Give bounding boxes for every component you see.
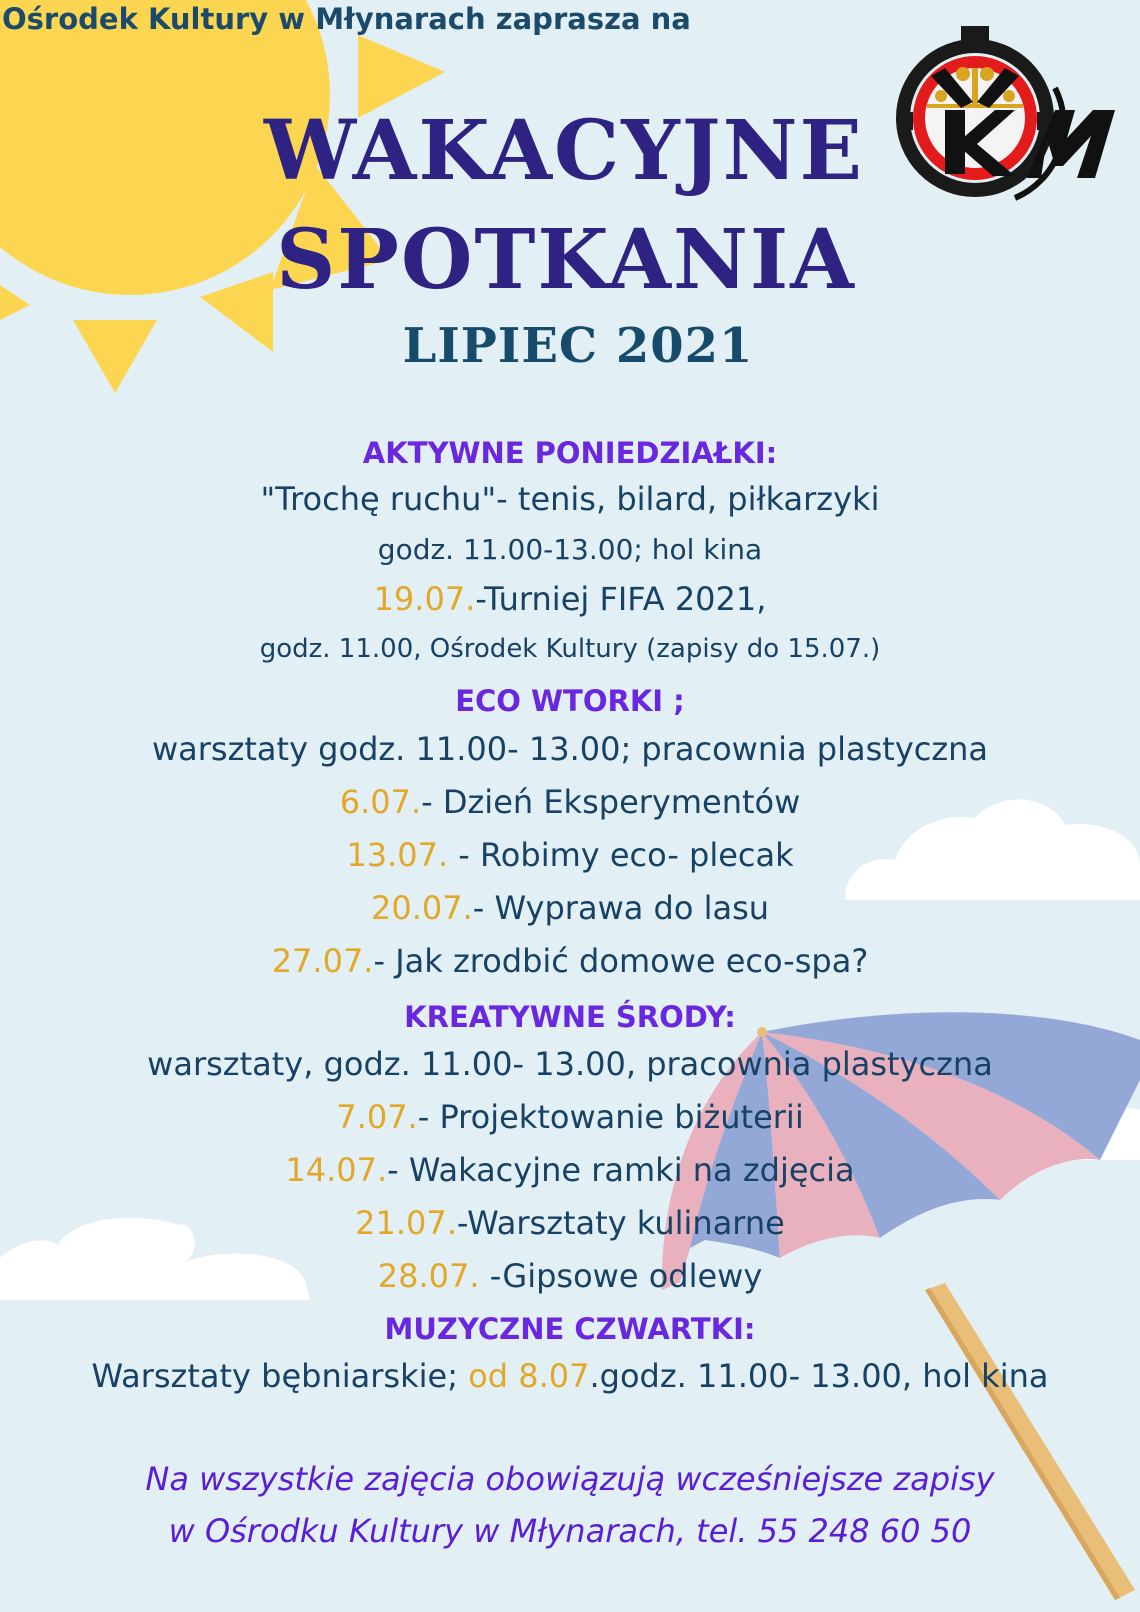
line-text: warsztaty, godz. 11.00- 13.00, pracownia plastyczna <box>147 1045 993 1083</box>
line-text: - Wyprawa do lasu <box>472 889 770 927</box>
schedule-line <box>0 889 1140 927</box>
line-text: -Warsztaty kulinarne <box>456 1204 785 1242</box>
line-text: - Dzień Eksperymentów <box>421 783 801 821</box>
event-date: 14.07. <box>285 1151 388 1189</box>
schedule-line <box>0 836 1140 874</box>
line-text: Warsztaty bębniarskie; <box>91 1357 469 1395</box>
line-text: "Trochę ruchu"- tenis, bilard, piłkarzyki <box>260 480 880 518</box>
schedule-line <box>0 1098 1140 1136</box>
footer-contact: w Ośrodku Kultury w Młynarach, tel. 55 248 60 50 <box>168 1512 972 1550</box>
schedule-line <box>0 1045 1140 1083</box>
section-heading-thursday: MUZYCZNE CZWARTKI: <box>384 1312 756 1346</box>
line-text: - Wakacyjne ramki na zdjęcia <box>387 1151 855 1189</box>
line-text: godz. 11.00, Ośrodek Kultury (zapisy do 15.07.) <box>259 634 881 664</box>
event-date: 7.07. <box>336 1098 418 1136</box>
line-text: -Turniej FIFA 2021, <box>475 580 767 618</box>
line-text: - Jak zrodbić domowe eco-spa? <box>373 942 869 980</box>
schedule-line <box>0 1257 1140 1295</box>
event-date: 19.07. <box>373 580 476 618</box>
section-heading-wednesday: KREATYWNE ŚRODY: <box>404 1000 736 1034</box>
event-date: 27.07. <box>271 942 374 980</box>
subtitle: LIPIEC 2021 <box>402 318 754 374</box>
schedule-line <box>0 942 1140 980</box>
title-line-2: SPOTKANIA <box>276 212 856 308</box>
line-text: - Robimy eco- plecak <box>448 836 794 874</box>
schedule-line <box>0 783 1140 821</box>
line-text: -Gipsowe odlewy <box>479 1257 763 1295</box>
line-text: warsztaty godz. 11.00- 13.00; pracownia plastyczna <box>151 730 989 768</box>
schedule-line <box>0 1151 1140 1189</box>
event-date: 13.07. <box>346 836 449 874</box>
schedule-line <box>0 730 1140 768</box>
event-date: od 8.07 <box>468 1357 590 1395</box>
intro-text: Ośrodek Kultury w Młynarach zaprasza na <box>2 2 691 36</box>
event-date: 20.07. <box>370 889 473 927</box>
schedule-line <box>0 480 1140 518</box>
line-text: godz. 11.00-13.00; hol kina <box>377 533 763 566</box>
section-heading-tuesday: ECO WTORKI ; <box>455 684 685 718</box>
schedule-line <box>0 1357 1140 1395</box>
event-date: 21.07. <box>355 1204 457 1242</box>
schedule-line <box>0 634 1140 664</box>
event-date: 6.07. <box>339 783 422 821</box>
event-date: 28.07. <box>377 1257 480 1295</box>
schedule-line <box>0 533 1140 566</box>
schedule-line <box>0 580 1140 618</box>
title-line-1: WAKACYJNE <box>263 103 865 199</box>
schedule-line <box>0 1204 1140 1242</box>
line-text: .godz. 11.00- 13.00, hol kina <box>589 1357 1049 1395</box>
line-text: - Projektowanie biżuterii <box>417 1098 804 1136</box>
section-heading-monday: AKTYWNE PONIEDZIAŁKI: <box>362 436 778 470</box>
footer-note: Na wszystkie zajęcia obowiązują wcześniejsze zapisy <box>145 1460 995 1498</box>
